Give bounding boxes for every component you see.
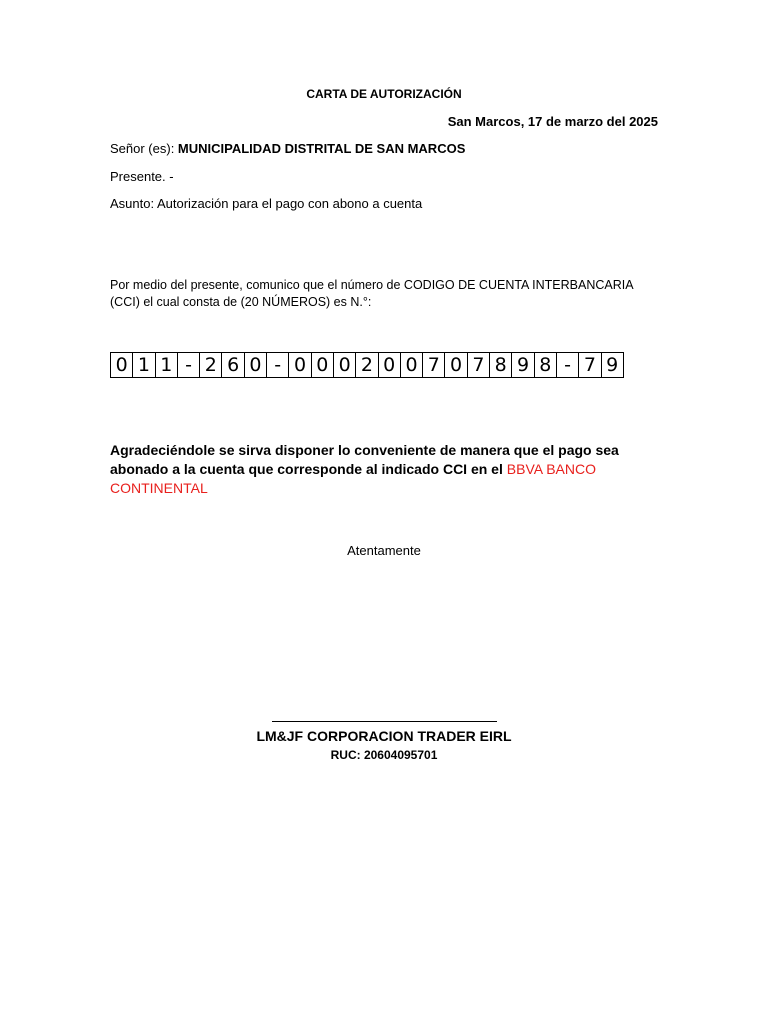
cci-digit-box: 2 [200, 353, 222, 377]
cci-digit-box: 0 [445, 353, 467, 377]
cci-digit-box: 0 [245, 353, 267, 377]
asunto-line: Asunto: Autorización para el pago con abono a cuenta [110, 196, 423, 211]
cci-digit-box: 7 [468, 353, 490, 377]
cci-digit-box: 2 [356, 353, 378, 377]
letter-date: San Marcos, 17 de marzo del 2025 [447, 114, 658, 129]
company-ruc: RUC: 20604095701 [330, 748, 438, 762]
cci-digit-box: - [178, 353, 200, 377]
cci-digit-box: 9 [606, 354, 619, 376]
company-name: LM&JF CORPORACION TRADER EIRL [256, 728, 512, 744]
gratitude-paragraph [110, 441, 670, 498]
cci-digit-box: 0 [379, 353, 401, 377]
presente-line: Presente. - [110, 169, 174, 184]
cci-digit-box: 0 [111, 353, 133, 377]
letter-title: CARTA DE AUTORIZACIÓN [306, 87, 462, 101]
bank-name: BBVA BANCO CONTINENTAL [110, 461, 596, 496]
cci-digit-box: 6 [222, 353, 244, 377]
cci-digit-box: 0 [401, 353, 423, 377]
cci-digit-box: 8 [535, 353, 557, 377]
cci-digit-box: 0 [312, 353, 334, 377]
closing-text: Atentamente [347, 543, 421, 558]
recipient-prefix: Señor (es): [110, 141, 178, 156]
cci-digit-box: - [267, 353, 289, 377]
cci-digit-box: 1 [156, 353, 178, 377]
cci-digit-box: 7 [579, 353, 601, 377]
body-paragraph: Por medio del presente, comunico que el número de CODIGO DE CUENTA INTERBANCARIA (CCI) el cual consta de (20 NÚMEROS) es N.°: [110, 278, 633, 309]
cci-digit-box: 0 [289, 353, 311, 377]
recipient-name: MUNICIPALIDAD DISTRITAL DE SAN MARCOS [177, 141, 466, 156]
cci-digit-box: 7 [423, 353, 445, 377]
gratitude-text: Agradeciéndole se sirva disponer lo conveniente de manera que el pago sea abonado a la cuenta que corresponde al indicado CCI en el [110, 442, 619, 477]
signature-line [272, 721, 497, 722]
cci-digit-box: 8 [490, 353, 512, 377]
cci-digit-box: - [557, 353, 579, 377]
cci-number-boxes [110, 352, 624, 378]
cci-digit-box: 1 [133, 353, 155, 377]
recipient-line [110, 141, 465, 156]
cci-digit-box: 0 [334, 353, 356, 377]
cci-digit-box: 9 [512, 353, 534, 377]
